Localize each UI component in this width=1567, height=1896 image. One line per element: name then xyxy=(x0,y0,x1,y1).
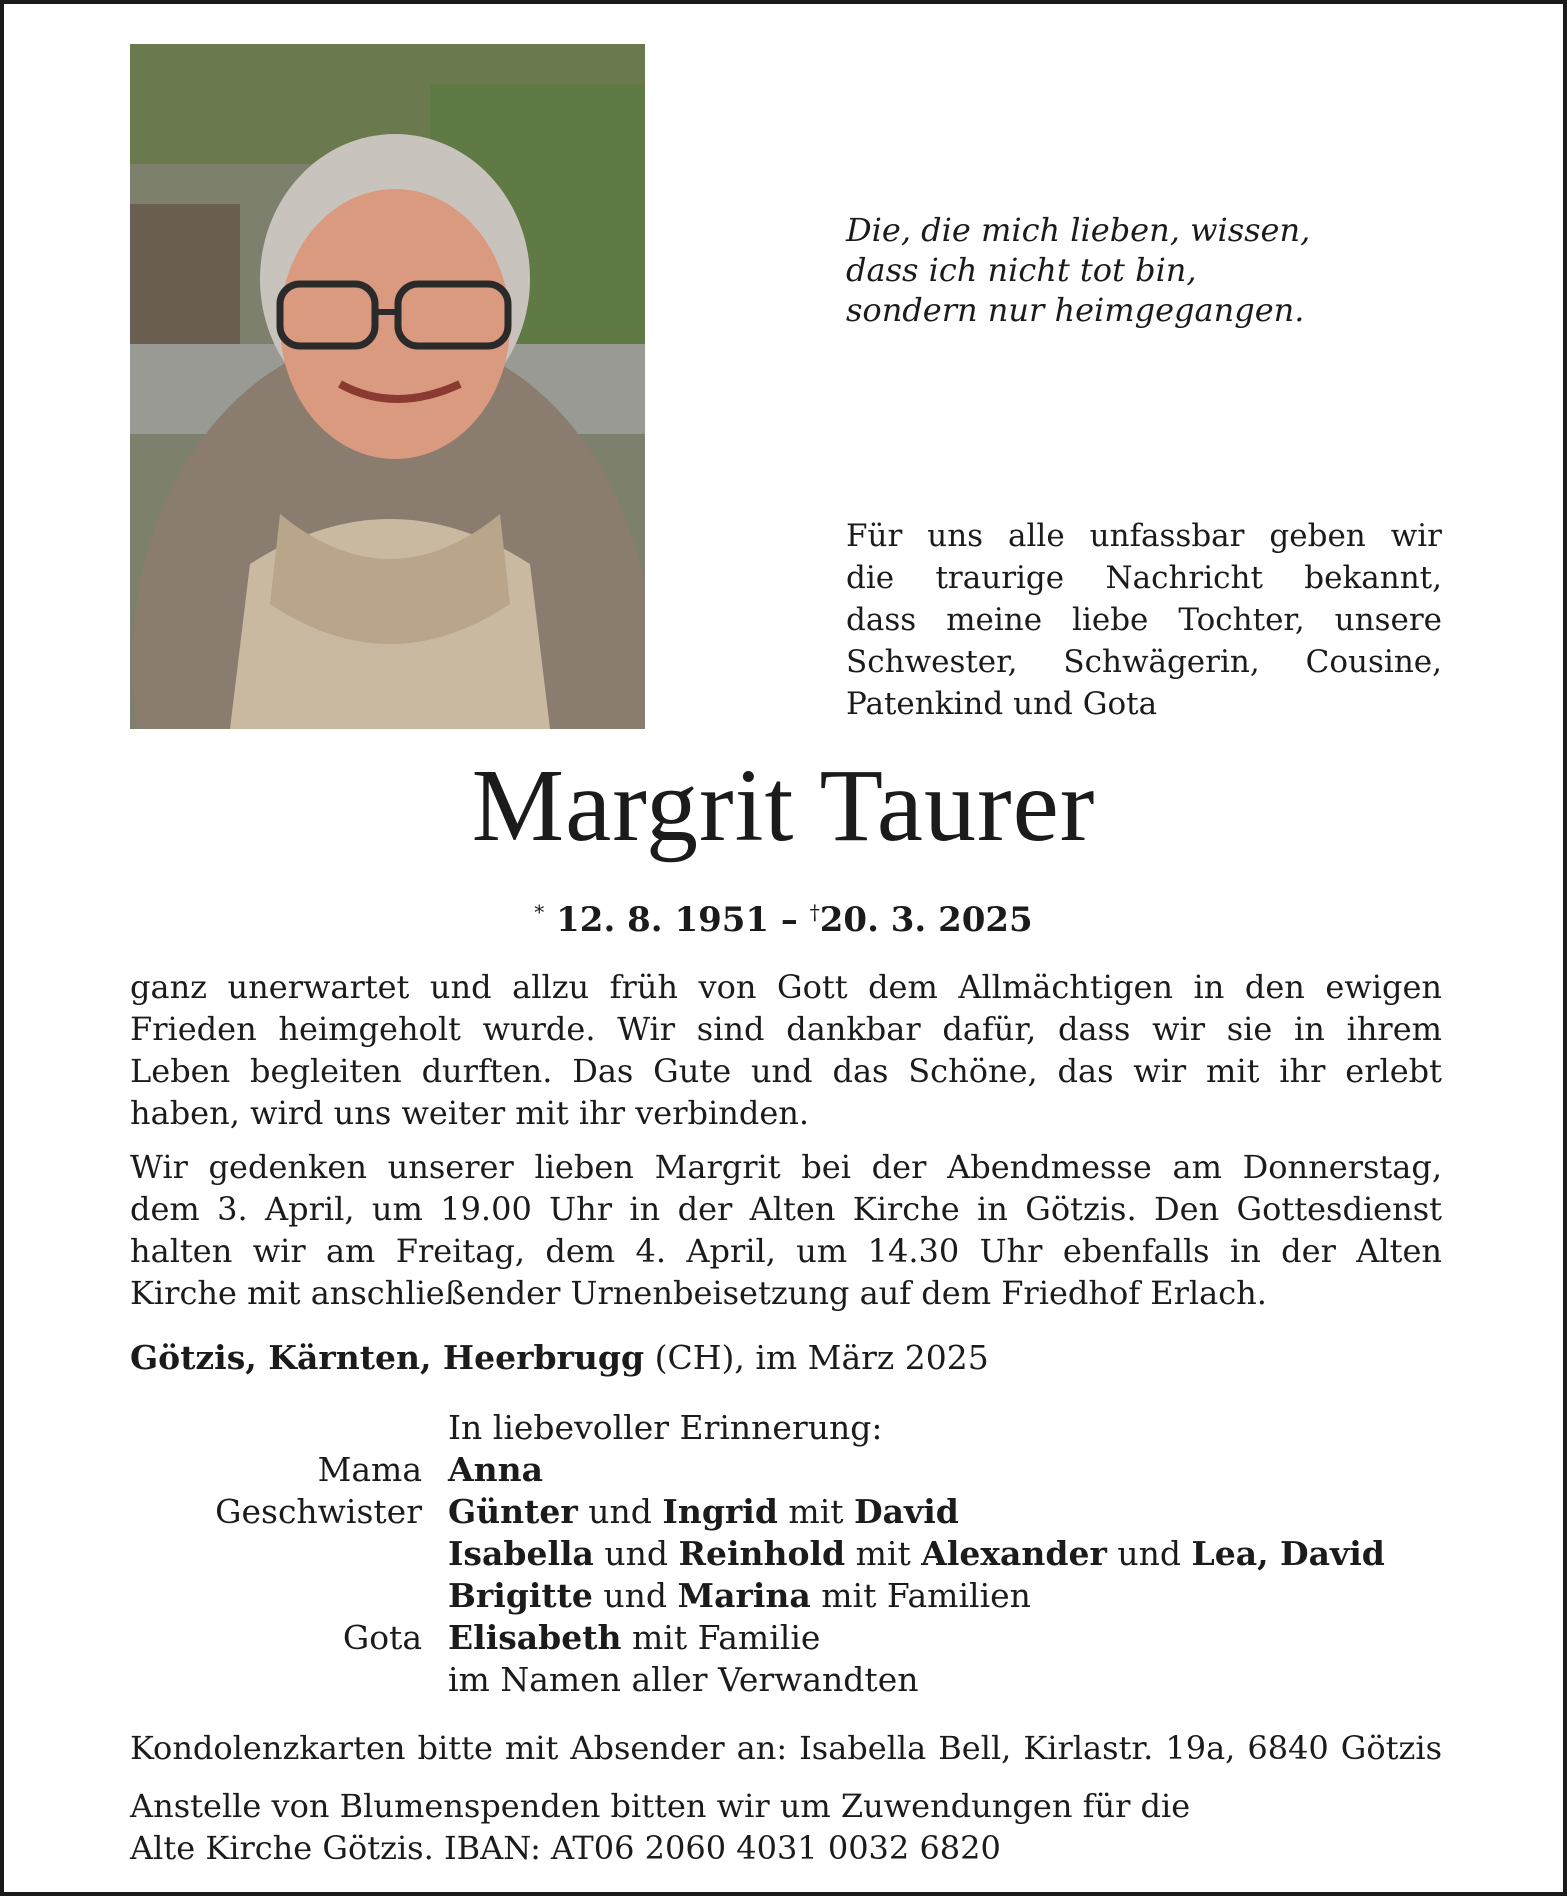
family-name: Günter xyxy=(448,1492,578,1531)
conjunction: und xyxy=(593,1534,679,1573)
conjunction: mit xyxy=(777,1492,855,1531)
life-dates xyxy=(4,890,1563,942)
poem-quote xyxy=(846,210,1446,330)
family-name: David xyxy=(854,1492,959,1531)
family-row-siblings-2 xyxy=(130,1533,1450,1575)
family-closing-row xyxy=(130,1659,1450,1701)
intro-line: die traurige Nachricht bekannt, xyxy=(846,560,1442,596)
body-line: halten wir am Freitag, dem 4. April, um 14.30 Uhr ebenfalls in der Alten xyxy=(130,1232,1442,1270)
family-heading-row xyxy=(130,1407,1450,1449)
portrait-photo xyxy=(130,44,645,729)
conjunction: und xyxy=(577,1492,663,1531)
poem-line: Die, die mich lieben, wissen, xyxy=(846,211,1311,249)
intro-line: Für uns alle unfassbar geben wir xyxy=(846,518,1442,554)
birth-date: 12. 8. 1951 xyxy=(556,900,770,940)
birth-mark: * xyxy=(534,900,545,924)
body-line: Wir gedenken unserer lieben Margrit bei der Abendmesse am Donnerstag, xyxy=(130,1148,1442,1186)
family-name: Marina xyxy=(677,1576,811,1615)
family-name: Lea, David xyxy=(1191,1534,1385,1573)
family-name: Alexander xyxy=(921,1534,1107,1573)
body-line: ganz unerwartet und allzu früh von Gott dem Allmächtigen in den ewigen xyxy=(130,968,1442,1006)
death-mark: † xyxy=(809,900,820,924)
donation-line: Anstelle von Blumenspenden bitten wir um Zuwendungen für die xyxy=(130,1787,1191,1825)
place-date-line xyxy=(130,1337,989,1379)
family-name: Reinhold xyxy=(678,1534,846,1573)
announcement-intro xyxy=(846,515,1442,725)
date-separator: – xyxy=(780,900,798,940)
obituary-body xyxy=(130,966,1442,1326)
body-line: Frieden heimgeholt wurde. Wir sind dankbar dafür, dass wir sie in ihrem xyxy=(130,1010,1442,1048)
places: Götzis, Kärnten, Heerbrugg xyxy=(130,1338,645,1377)
intro-line: Patenkind und Gota xyxy=(846,686,1158,722)
role-label: Mama xyxy=(317,1450,422,1489)
poem-line: dass ich nicht tot bin, xyxy=(846,251,1197,289)
family-list xyxy=(130,1407,1450,1701)
family-row-siblings xyxy=(130,1491,1450,1533)
conjunction: mit Familie xyxy=(621,1618,821,1657)
family-name: Brigitte xyxy=(448,1576,593,1615)
body-line: Leben begleiten durften. Das Gute und das Schöne, das wir mit ihr erlebt xyxy=(130,1052,1442,1090)
conjunction: und xyxy=(1106,1534,1192,1573)
conjunction: mit Familien xyxy=(810,1576,1031,1615)
paragraph-passing xyxy=(130,966,1442,1134)
body-line: haben, wird uns weiter mit ihr verbinden. xyxy=(130,1094,810,1132)
place-rest: (CH), im März 2025 xyxy=(644,1338,989,1377)
death-date: 20. 3. 2025 xyxy=(819,900,1033,940)
donation-note xyxy=(130,1785,1442,1869)
role-label: Gota xyxy=(342,1618,422,1657)
family-row-mama xyxy=(130,1449,1450,1491)
deceased-name: Margrit Taurer xyxy=(471,748,1096,863)
intro-line: Schwester, Schwägerin, Cousine, xyxy=(846,644,1442,680)
portrait-image xyxy=(130,44,645,729)
family-heading: In liebevoller Erinnerung: xyxy=(448,1408,883,1447)
family-name: Elisabeth xyxy=(448,1618,622,1657)
body-line: Kirche mit anschließender Urnenbeisetzung auf dem Friedhof Erlach. xyxy=(130,1274,1267,1312)
conjunction: und xyxy=(592,1576,678,1615)
donation-iban: Alte Kirche Götzis. IBAN: AT06 2060 4031 0032 6820 xyxy=(130,1829,1001,1867)
paragraph-service xyxy=(130,1146,1442,1314)
family-row-gota xyxy=(130,1617,1450,1659)
family-name: Isabella xyxy=(448,1534,594,1573)
role-label: Geschwister xyxy=(215,1492,422,1531)
intro-line: dass meine liebe Tochter, unsere xyxy=(846,602,1442,638)
family-name: Ingrid xyxy=(662,1492,778,1531)
family-name: Anna xyxy=(448,1450,543,1489)
conjunction: mit xyxy=(845,1534,922,1573)
poem-line: sondern nur heimgegangen. xyxy=(846,291,1305,329)
condolence-address: Kondolenzkarten bitte mit Absender an: Isabella Bell, Kirlastr. 19a, 6840 Götzis xyxy=(130,1729,1442,1767)
family-closing: im Namen aller Verwandten xyxy=(448,1660,919,1699)
family-row-siblings-3 xyxy=(130,1575,1450,1617)
body-line: dem 3. April, um 19.00 Uhr in der Alten Kirche in Götzis. Den Gottesdienst xyxy=(130,1190,1442,1228)
